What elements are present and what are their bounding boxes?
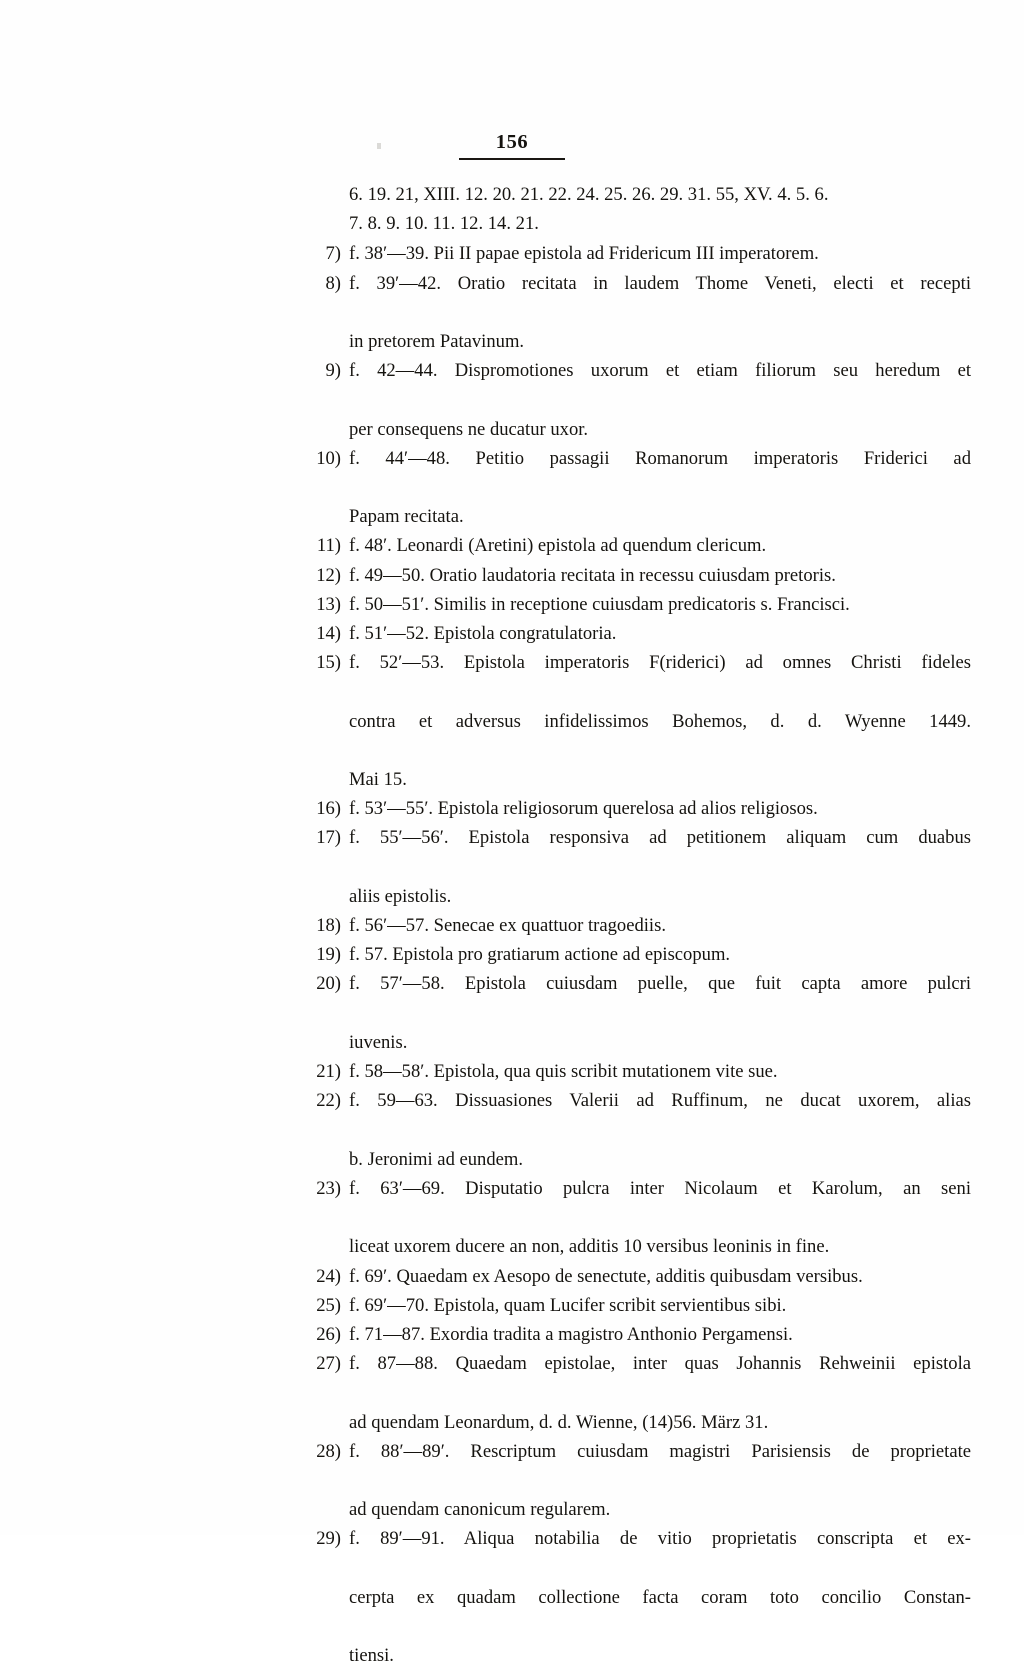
- entry-text: [349, 1057, 971, 1086]
- catalog-entry: [281, 969, 971, 1057]
- entry-text: [349, 1524, 971, 1670]
- entry-number: 8): [325, 272, 341, 294]
- entry-line: f. 53′—55′. Epistola religiosorum querelosa ad alios religiosos.: [349, 798, 818, 820]
- catalog-entry: [281, 444, 971, 532]
- catalog-entry: [281, 794, 971, 823]
- entry-text: [349, 444, 971, 532]
- entry-number: 22): [316, 1090, 341, 1112]
- catalog-entry: [281, 561, 971, 590]
- entry-number: 26): [316, 1323, 341, 1345]
- entry-number: 23): [316, 1177, 341, 1199]
- entry-text: [349, 1320, 971, 1349]
- catalog-entry: [281, 1086, 971, 1174]
- entry-text: [349, 269, 971, 357]
- catalog-entry: [281, 531, 971, 560]
- catalog-entry: [281, 1320, 971, 1349]
- catalog-entry: [281, 356, 971, 444]
- entry-number: 20): [316, 973, 341, 995]
- entry-line: f. 52′—53. Epistola imperatoris F(riderici) ad omnes Christi fideles: [349, 652, 971, 674]
- entry-line: f. 69′. Quaedam ex Aesopo de senectute, additis quibusdam versibus.: [349, 1265, 863, 1287]
- entry-text: [349, 1349, 971, 1437]
- entry-number: 25): [316, 1294, 341, 1316]
- entry-number: 11): [316, 535, 341, 557]
- entry-number: 13): [316, 593, 341, 615]
- entry-number: 17): [316, 827, 341, 849]
- entry-number: 15): [316, 652, 341, 674]
- entry-line: ad quendam Leonardum, d. d. Wienne, (14)56. März 31.: [349, 1411, 769, 1433]
- entry-line: f. 39′—42. Oratio recitata in laudem Thome Veneti, electi et recepti: [349, 272, 971, 294]
- entry-line: f. 49—50. Oratio laudatoria recitata in recessu cuiusdam pretoris.: [349, 564, 836, 586]
- entry-number: 24): [316, 1265, 341, 1287]
- entry-number: 12): [316, 564, 341, 586]
- entry-line: iuvenis.: [349, 1031, 408, 1053]
- entry-line: f. 48′. Leonardi (Aretini) epistola ad quendum clericum.: [349, 535, 767, 557]
- catalog-entry: [281, 1437, 971, 1525]
- page-header: [0, 132, 1024, 160]
- entry-number: 18): [316, 915, 341, 937]
- entry-number: 9): [325, 360, 341, 382]
- entry-line: f. 56′—57. Senecae ex quattuor tragoediis.: [349, 915, 666, 937]
- catalog-entry: [281, 269, 971, 357]
- entry-line: f. 69′—70. Epistola, quam Lucifer scribit servientibus sibi.: [349, 1294, 787, 1316]
- entry-line: f. 88′—89′. Rescriptum cuiusdam magistri Parisiensis de proprietate: [349, 1440, 971, 1462]
- entry-line: f. 57′—58. Epistola cuiusdam puelle, que fuit capta amore pulcri: [349, 973, 971, 995]
- entry-text: [349, 531, 971, 560]
- entry-number: 19): [316, 944, 341, 966]
- catalog-entry: [281, 911, 971, 940]
- entry-number: 21): [316, 1061, 341, 1083]
- entry-text: [349, 590, 971, 619]
- catalog-entry: [281, 1174, 971, 1262]
- entry-line: f. 58—58′. Epistola, qua quis scribit mutationem vite sue.: [349, 1061, 778, 1083]
- catalog-entry: [281, 590, 971, 619]
- entry-text: [349, 823, 971, 911]
- entry-line: f. 55′—56′. Epistola responsiva ad petitionem aliquam cum duabus: [349, 827, 971, 849]
- entry-line: f. 42—44. Dispromotiones uxorum et etiam filiorum seu heredum et: [349, 360, 971, 382]
- entry-line: f. 87—88. Quaedam epistolae, inter quas Johannis Rehweinii epistola: [349, 1353, 971, 1375]
- catalog-entry-list: [281, 180, 971, 1670]
- entry-line: f. 63′—69. Disputatio pulcra inter Nicolaum et Karolum, an seni: [349, 1177, 971, 1199]
- entry-text: [349, 561, 971, 590]
- entry-line: f. 59—63. Dissuasiones Valerii ad Ruffinum, ne ducat uxorem, alias: [349, 1090, 971, 1112]
- entry-line: b. Jeronimi ad eundem.: [349, 1148, 524, 1170]
- entry-text: [349, 1262, 971, 1291]
- catalog-entry: [281, 940, 971, 969]
- entry-text: [349, 940, 971, 969]
- entry-line: f. 38′—39. Pii II papae epistola ad Fridericum III imperatorem.: [349, 243, 819, 265]
- catalog-entry: [281, 1524, 971, 1670]
- catalog-entry: [281, 239, 971, 268]
- page-number: 156: [459, 132, 565, 160]
- entry-number: 29): [316, 1528, 341, 1550]
- previous-entry-continuation: [281, 180, 971, 238]
- entry-text: [349, 1291, 971, 1320]
- entry-text: [349, 356, 971, 444]
- entry-number: 14): [316, 623, 341, 645]
- catalog-entry: [281, 619, 971, 648]
- catalog-entry: [281, 648, 971, 794]
- entry-line: in pretorem Patavinum.: [349, 331, 525, 353]
- entry-line: f. 57. Epistola pro gratiarum actione ad episcopum.: [349, 944, 731, 966]
- entry-text: [349, 619, 971, 648]
- entry-text: [349, 794, 971, 823]
- catalog-entry: [281, 1349, 971, 1437]
- entry-line: f. 89′—91. Aliqua notabilia de vitio proprietatis conscripta et ex-: [349, 1528, 971, 1550]
- entry-line: per consequens ne ducatur uxor.: [349, 418, 589, 440]
- entry-line: tiensi.: [349, 1645, 394, 1667]
- entry-line: f. 51′—52. Epistola congratulatoria.: [349, 623, 617, 645]
- entry-line: ad quendam canonicum regularem.: [349, 1499, 611, 1521]
- entry-line: cerpta ex quadam collectione facta coram toto concilio Constan-: [349, 1586, 971, 1608]
- entry-text: [349, 1086, 971, 1174]
- entry-line: contra et adversus infidelissimos Bohemos, d. d. Wyenne 1449.: [349, 710, 971, 732]
- entry-text: [349, 911, 971, 940]
- catalog-entry: [281, 1262, 971, 1291]
- entry-line: Papam recitata.: [349, 506, 464, 528]
- continuation-line: 6. 19. 21, XIII. 12. 20. 21. 22. 24. 25. 26. 29. 31. 55, XV. 4. 5. 6.: [349, 184, 829, 205]
- continuation-line: 7. 8. 9. 10. 11. 12. 14. 21.: [349, 213, 539, 235]
- entry-text: [349, 239, 971, 268]
- entry-number: 10): [316, 447, 341, 469]
- entry-number: 16): [316, 798, 341, 820]
- entry-line: Mai 15.: [349, 769, 407, 791]
- entry-number: 27): [316, 1353, 341, 1375]
- entry-text: [349, 648, 971, 794]
- entry-line: f. 71—87. Exordia tradita a magistro Anthonio Pergamensi.: [349, 1323, 793, 1345]
- entry-text: [349, 1437, 971, 1525]
- entry-line: f. 50—51′. Similis in receptione cuiusdam predicatoris s. Francisci.: [349, 593, 850, 615]
- entry-number: 28): [316, 1440, 341, 1462]
- entry-text: [349, 1174, 971, 1262]
- entry-line: aliis epistolis.: [349, 885, 452, 907]
- scan-artifact-speck: [377, 143, 381, 149]
- entry-number: 7): [325, 243, 341, 265]
- entry-line: liceat uxorem ducere an non, additis 10 versibus leoninis in fine.: [349, 1236, 830, 1258]
- entry-line: f. 44′—48. Petitio passagii Romanorum imperatoris Friderici ad: [349, 447, 971, 469]
- catalog-entry: [281, 1057, 971, 1086]
- catalog-entry: [281, 823, 971, 911]
- catalog-entry: [281, 1291, 971, 1320]
- entry-text: [349, 969, 971, 1057]
